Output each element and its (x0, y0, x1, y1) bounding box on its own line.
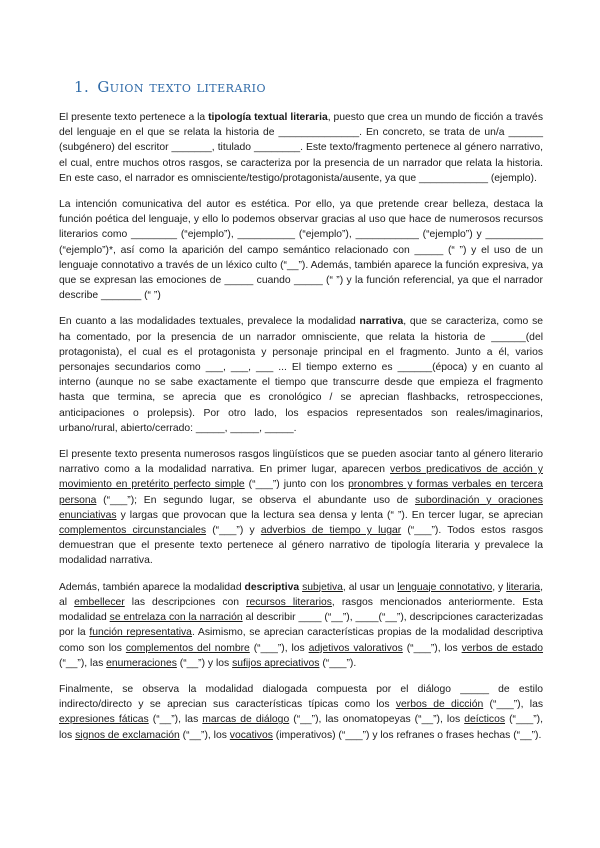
underlined-term: adjetivos valorativos (308, 642, 403, 654)
text-segment: (“___”), los (249, 642, 309, 654)
underlined-term: verbos predicativos de acción y movimiento en pretérito perfecto simple (59, 464, 544, 491)
text-segment: , rasgos mencionados anteriormente. Esta modalidad (59, 596, 543, 624)
text-segment: , puesto que crea un mundo de ficción a través del lenguaje en el que se relata la historia de ______________. En concreto, se trata de un/a ______ (subgénero) del escritor _______, titulado ________. Este texto/fragmento pertenece al género narrativo, el cual, entre muchos otros rasgos, se caracteriza por la presencia de un narrador que relata la historia. En este caso, el narrador es omnisciente/testigo/protagonista/ausente, ya que ____________ (ejemplo). (59, 112, 543, 184)
text-segment: al describir ____ (“__”), ____(“__”), descripciones caracterizadas por la (59, 612, 543, 639)
text-segment: Además, también aparece la modalidad (59, 581, 245, 593)
text-segment: , que se caracteriza, como se ha comentado, por la presencia de un narrador omnisciente, que relata la historia de ______(del protagonista), el cual es el protagonista y personaje principal en el fragmento. Junto a él, varios personajes secundarios como ___, ___, ___ ... El tiempo externo es ______(época) y en cuanto al interno (aunque no se sabe exactamente el tiempo que transcurre desde que empieza el fragmento hasta que termina, se aprecia que es cronológico / se aprecian flashbacks, retrospecciones, anticipaciones o prolepsis). Por otro lado, los espacios representados son reales/imaginarios, urbano/rural, abierto/cerrado: _____, _____, _____. (59, 316, 543, 434)
text-segment: El presente texto presenta numerosos rasgos lingüísticos que se pueden asociar tanto al género literario narrativo como a la modalidad narrativa. En primer lugar, aparecen (59, 449, 543, 476)
underlined-term: lenguaje connotativo (397, 581, 493, 593)
text-segment: , al usar un (342, 581, 398, 593)
text-segment: , y (492, 581, 507, 593)
underlined-term: verbos de estado (461, 642, 544, 654)
underlined-term: complementos del nombre (125, 642, 250, 654)
section-heading (74, 78, 266, 96)
paragraph-4 (59, 447, 543, 569)
underlined-term: verbos de dicción (395, 699, 484, 711)
text-segment: (“___”) junto con los (244, 479, 349, 491)
text-segment: (imperativos) (“___”) y los refranes o frases hechas (“__”). (272, 729, 542, 741)
document-body (59, 110, 543, 754)
underlined-term: adverbios de tiempo y lugar (260, 525, 402, 537)
bold-term: descriptiva (244, 581, 300, 593)
underlined-term: signos de exclamación (75, 729, 180, 741)
underlined-term: pronombres y formas verbales en tercera persona (59, 479, 543, 506)
bold-term: narrativa (359, 316, 404, 328)
underlined-term: expresiones fáticas (59, 714, 149, 726)
paragraph-3 (59, 314, 543, 436)
text-segment: (“___”), los (402, 642, 462, 654)
text-segment: (“___”), las (483, 699, 544, 711)
underlined-term: complementos circunstanciales (59, 525, 207, 537)
paragraph-6 (59, 682, 543, 743)
underlined-term: sufijos apreciativos (232, 657, 320, 669)
underlined-term: se entrelaza con la narración (109, 612, 243, 624)
text-segment: (“__”), las onomatopeyas (“__”), los (289, 714, 465, 726)
text-segment: y largas que provocan que la lectura sea densa y lenta (“ ”). En tercer lugar, se aprecian (116, 509, 543, 521)
heading-number: 1. (74, 78, 90, 96)
text-segment: (“__”) y los (176, 657, 233, 669)
underlined-term: enumeraciones (106, 657, 177, 669)
text-segment: (“___”). Todos estos rasgos demuestran que el presente texto pertenece al género narrativo de tipología literaria y prevalece la modalidad narrativa. (59, 525, 543, 567)
text-segment: (“___”). (319, 657, 357, 669)
underlined-term: embellecer (74, 596, 125, 608)
text-segment: (“___”) y (206, 525, 261, 537)
underlined-term: función representativa (89, 627, 192, 639)
text-segment: . Asimismo, se aprecian características propias de la modalidad descriptiva como son los (59, 627, 543, 654)
text-segment: La intención comunicativa del autor es estética. Por ello, ya que pretende crear belleza, destaca la función poética del lenguaje, y ello lo podemos observar gracias al uso que hace de numerosos recursos literarios como ________ (“ejemplo”), __________ (“ejemplo”), ___________ (“ejemplo”) y __________ (“ejemplo”)*, así como la aparición del campo semántico relacionado con _____ (“ ”) y el uso de un lenguaje connotativo a través de un léxico culto (“__”). Además, también aparece la función expresiva, ya que se expresan las emociones de _____ cuando _____ (“ ”) y la función referencial, ya que el narrador describe _______ (“ ”) (59, 199, 543, 302)
paragraph-1 (59, 110, 543, 186)
text-segment: El presente texto pertenece a la (59, 112, 209, 123)
underlined-term: vocativos (229, 729, 273, 741)
paragraph-5 (59, 580, 543, 671)
underlined-term: subjetiva (302, 581, 343, 593)
text-segment: (“___”), los (59, 714, 543, 741)
underlined-term: marcas de diálogo (202, 714, 290, 726)
bold-term: tipología textual literaria (208, 112, 328, 123)
underlined-term: literaria (506, 581, 541, 593)
text-segment: , al (59, 581, 543, 608)
text-segment: Finalmente, se observa la modalidad dialogada compuesta por el diálogo _____ de estilo indirecto/directo y se aprecian sus características típicas como los (59, 683, 543, 711)
text-segment: las descripciones con (124, 596, 247, 608)
underlined-term: subordinación y oraciones enunciativas (59, 494, 543, 521)
text-segment: (“__”), las (59, 657, 107, 669)
heading-text: Guion texto literario (97, 78, 267, 96)
text-segment: (“__”), los (179, 729, 230, 741)
underlined-term: deícticos (464, 714, 506, 726)
paragraph-2 (59, 197, 543, 303)
text-segment: En cuanto a las modalidades textuales, prevalece la modalidad (59, 316, 360, 328)
text-segment: (“__”), las (148, 714, 203, 726)
text-segment: (“___”); En segundo lugar, se observa el abundante uso de (96, 494, 416, 506)
underlined-term: recursos literarios (246, 596, 332, 608)
